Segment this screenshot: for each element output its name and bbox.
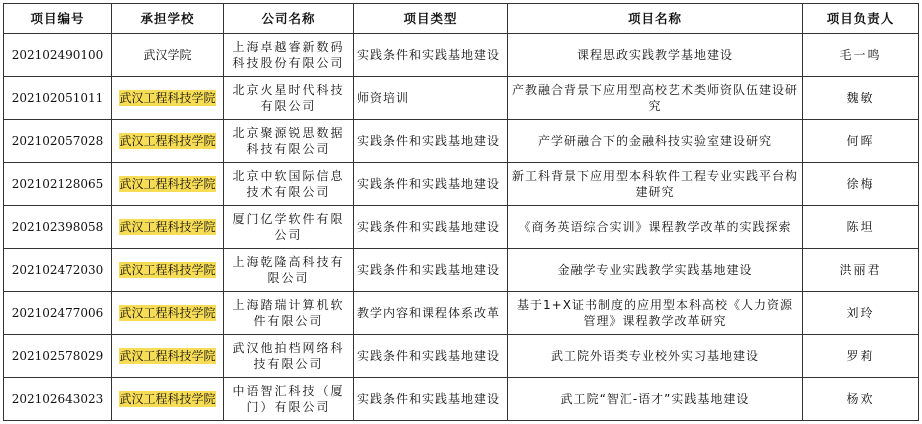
highlighted-school-name: 武汉工程科技学院	[119, 306, 216, 320]
project-id-cell: 202102472030	[4, 249, 112, 292]
table-row	[4, 335, 919, 378]
school-cell	[112, 77, 224, 120]
project-id-cell: 202102477006	[4, 292, 112, 335]
table-header-row	[4, 4, 919, 34]
header-project-id: 项目编号	[4, 4, 112, 34]
project-name-cell: 课程思政实践教学基地建设	[508, 34, 803, 77]
school-cell	[112, 378, 224, 421]
project-id-cell: 202102128065	[4, 163, 112, 206]
project-type-cell: 教学内容和课程体系改革	[354, 292, 508, 335]
header-school: 承担学校	[112, 4, 224, 34]
school-cell	[112, 292, 224, 335]
school-cell	[112, 335, 224, 378]
table-row	[4, 249, 919, 292]
header-company: 公司名称	[224, 4, 354, 34]
project-id-cell: 202102643023	[4, 378, 112, 421]
leader-cell: 杨欢	[803, 378, 919, 421]
school-cell	[112, 120, 224, 163]
project-id-cell: 202102578029	[4, 335, 112, 378]
project-type-cell: 实践条件和实践基地建设	[354, 249, 508, 292]
header-leader: 项目负责人	[803, 4, 919, 34]
company-cell: 北京聚源锐思数据科技有限公司	[224, 120, 354, 163]
company-cell: 北京火星时代科技有限公司	[224, 77, 354, 120]
project-id-cell: 202102490100	[4, 34, 112, 77]
school-cell	[112, 249, 224, 292]
company-cell: 上海卓越睿新数码科技股份有限公司	[224, 34, 354, 77]
leader-cell: 罗莉	[803, 335, 919, 378]
project-type-cell: 实践条件和实践基地建设	[354, 120, 508, 163]
table-row	[4, 206, 919, 249]
leader-cell: 何晖	[803, 120, 919, 163]
leader-cell: 刘玲	[803, 292, 919, 335]
company-cell: 武汉他拍档网络科技有限公司	[224, 335, 354, 378]
school-cell	[112, 206, 224, 249]
company-cell: 中语智汇科技（厦门）有限公司	[224, 378, 354, 421]
table-row	[4, 292, 919, 335]
company-cell: 厦门亿学软件有限公司	[224, 206, 354, 249]
company-cell: 北京中软国际信息技术有限公司	[224, 163, 354, 206]
header-project-type: 项目类型	[354, 4, 508, 34]
project-id-cell: 202102051011	[4, 77, 112, 120]
project-type-cell: 师资培训	[354, 77, 508, 120]
highlighted-school-name: 武汉工程科技学院	[119, 349, 216, 363]
project-name-cell: 金融学专业实践教学实践基地建设	[508, 249, 803, 292]
leader-cell: 徐梅	[803, 163, 919, 206]
project-id-cell: 202102398058	[4, 206, 112, 249]
project-name-cell: 产教融合背景下应用型高校艺术类师资队伍建设研究	[508, 77, 803, 120]
table-row	[4, 378, 919, 421]
school-cell	[112, 34, 224, 77]
company-cell: 上海乾隆高科技有限公司	[224, 249, 354, 292]
header-project-name: 项目名称	[508, 4, 803, 34]
highlighted-school-name: 武汉工程科技学院	[119, 91, 216, 105]
table-row	[4, 77, 919, 120]
highlighted-school-name: 武汉工程科技学院	[119, 392, 216, 406]
project-type-cell: 实践条件和实践基地建设	[354, 34, 508, 77]
project-name-cell: 《商务英语综合实训》课程教学改革的实践探索	[508, 206, 803, 249]
company-cell: 上海踏瑞计算机软件有限公司	[224, 292, 354, 335]
table-row	[4, 34, 919, 77]
highlighted-school-name: 武汉工程科技学院	[119, 263, 216, 277]
project-type-cell: 实践条件和实践基地建设	[354, 163, 508, 206]
project-name-cell: 武工院外语类专业校外实习基地建设	[508, 335, 803, 378]
project-id-cell: 202102057028	[4, 120, 112, 163]
highlighted-school-name: 武汉工程科技学院	[119, 177, 216, 191]
project-type-cell: 实践条件和实践基地建设	[354, 378, 508, 421]
highlighted-school-name: 武汉工程科技学院	[119, 134, 216, 148]
project-table	[3, 3, 919, 421]
leader-cell: 毛一鸣	[803, 34, 919, 77]
table-body	[4, 34, 919, 421]
leader-cell: 魏敏	[803, 77, 919, 120]
project-type-cell: 实践条件和实践基地建设	[354, 206, 508, 249]
leader-cell: 陈坦	[803, 206, 919, 249]
school-cell	[112, 163, 224, 206]
project-type-cell: 实践条件和实践基地建设	[354, 335, 508, 378]
leader-cell: 洪丽君	[803, 249, 919, 292]
project-name-cell: 武工院“智汇-语才”实践基地建设	[508, 378, 803, 421]
table-row	[4, 120, 919, 163]
project-name-cell: 基于1+X证书制度的应用型本科高校《人力资源管理》课程教学改革研究	[508, 292, 803, 335]
highlighted-school-name: 武汉工程科技学院	[119, 220, 216, 234]
school-name: 武汉学院	[143, 48, 192, 62]
table-row	[4, 163, 919, 206]
project-name-cell: 产学研融合下的金融科技实验室建设研究	[508, 120, 803, 163]
project-name-cell: 新工科背景下应用型本科软件工程专业实践平台构建研究	[508, 163, 803, 206]
